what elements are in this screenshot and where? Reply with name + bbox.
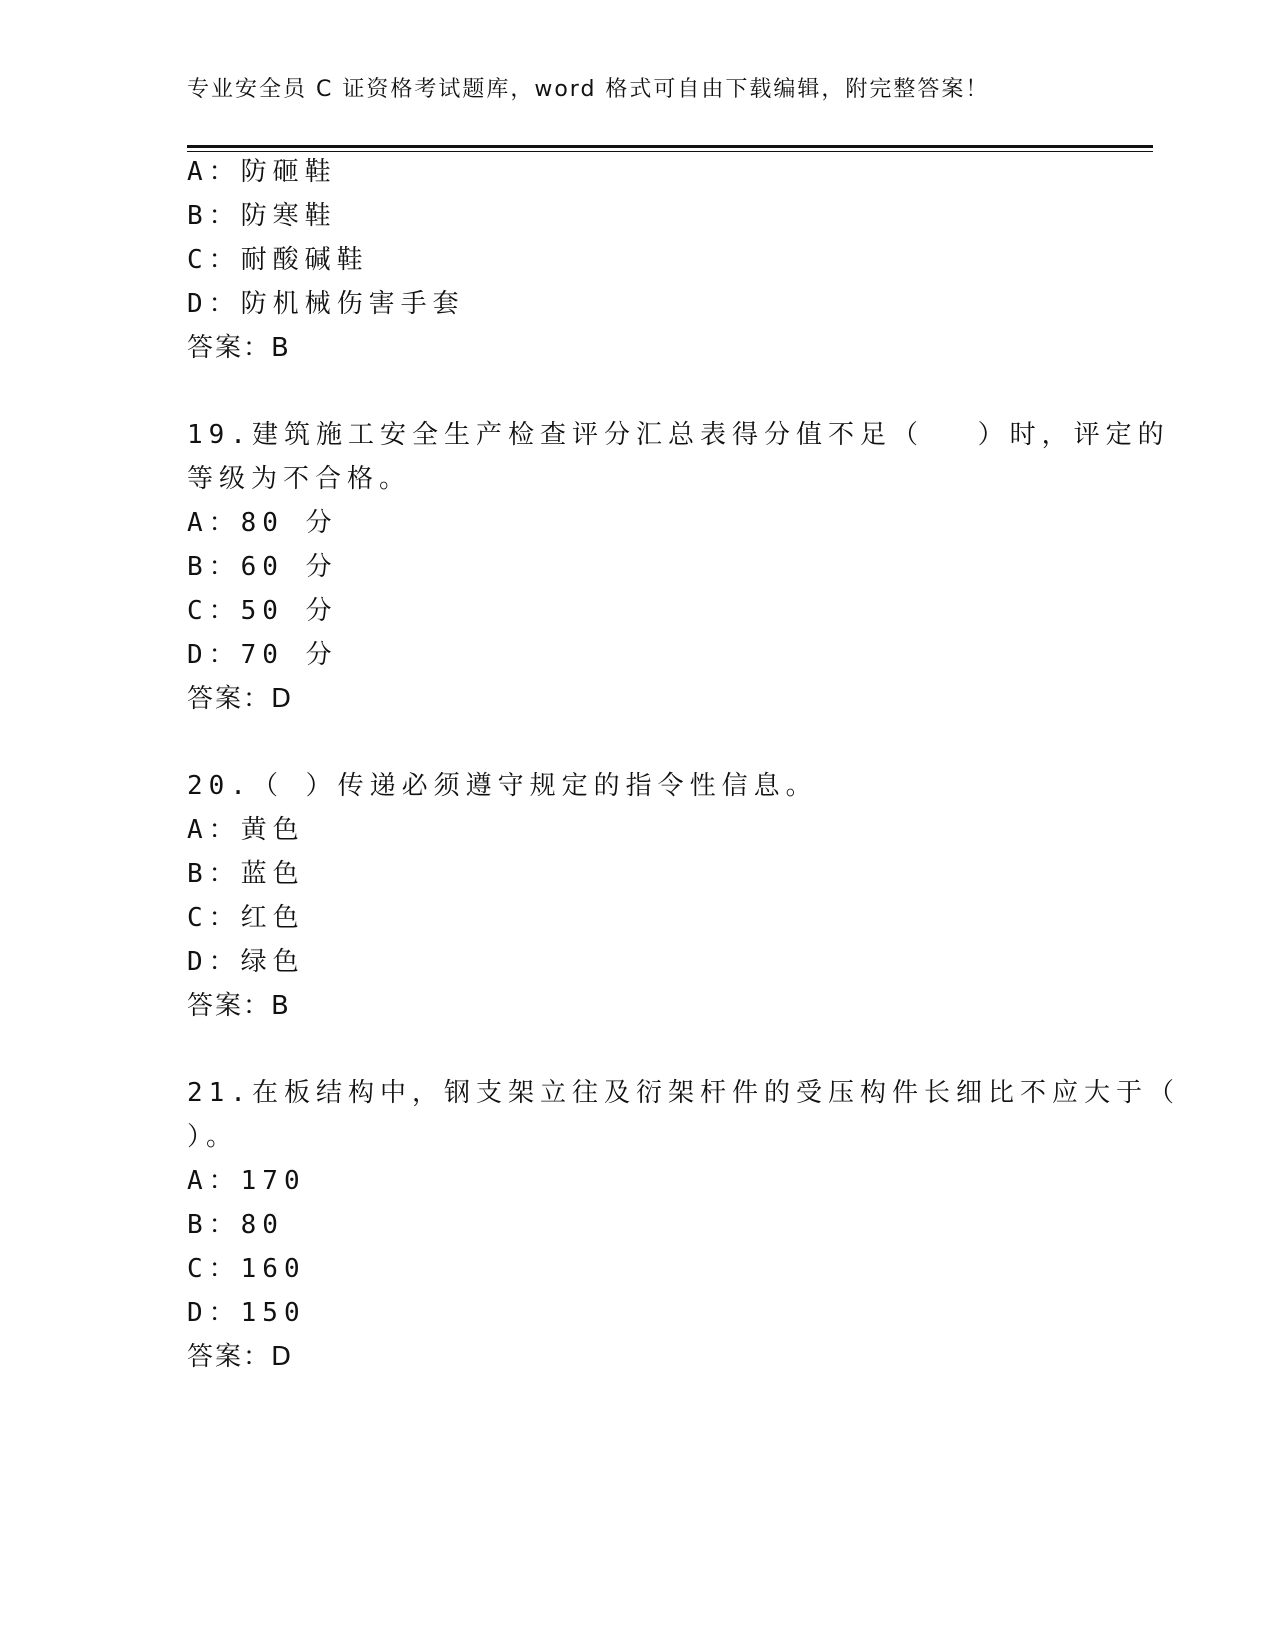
question-text: 19.建筑施工安全生产检查评分汇总表得分值不足（ ）时，评定的: [187, 420, 1170, 450]
option-b: B：蓝色: [187, 859, 305, 889]
page-header: 专业安全员 C 证资格考试题库，word 格式可自由下载编辑，附完整答案！: [187, 77, 990, 102]
option-d: D：防机械伤害手套: [187, 289, 465, 319]
question-text: 21.在板结构中，钢支架立往及衍架杆件的受压构件长细比不应大于（: [187, 1078, 1180, 1108]
option-d: D：绿色: [187, 947, 305, 977]
option-d: D：150: [187, 1298, 306, 1328]
option-c: C：红色: [187, 903, 305, 933]
option-b: B：60 分: [187, 552, 338, 582]
header-rule-thin: [187, 151, 1153, 152]
answer: 答案：D: [187, 684, 294, 714]
question-text: 等级为不合格。: [187, 464, 412, 494]
question-text: ）。: [187, 1122, 239, 1152]
option-b: B：防寒鞋: [187, 201, 337, 231]
option-c: C：耐酸碱鞋: [187, 245, 369, 275]
option-a: A：防砸鞋: [187, 157, 337, 187]
option-a: A：黄色: [187, 815, 305, 845]
answer: 答案：B: [187, 991, 291, 1021]
answer: 答案：B: [187, 333, 291, 363]
option-d: D：70 分: [187, 640, 338, 670]
option-a: A：80 分: [187, 508, 338, 538]
header-rule-thick: [187, 145, 1153, 148]
option-c: C：160: [187, 1254, 306, 1284]
option-c: C：50 分: [187, 596, 338, 626]
answer: 答案：D: [187, 1342, 294, 1372]
question-text: 20.（ ）传递必须遵守规定的指令性信息。: [187, 771, 818, 801]
option-b: B：80: [187, 1210, 284, 1240]
option-a: A：170: [187, 1166, 306, 1196]
